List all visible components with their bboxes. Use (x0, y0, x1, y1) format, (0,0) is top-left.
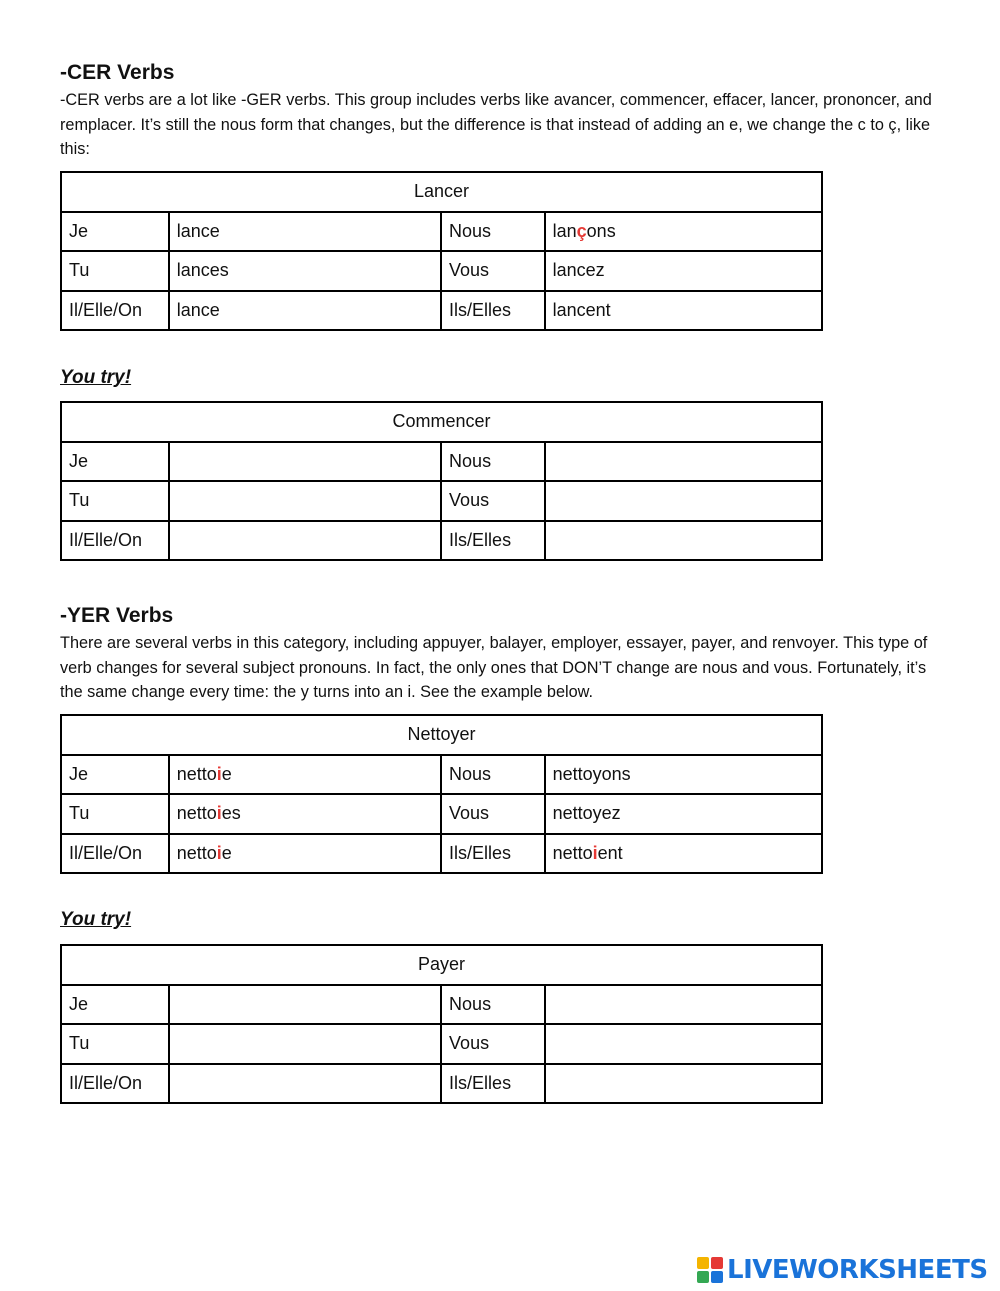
pronoun-cell: Tu (61, 1024, 169, 1064)
answer-field-il[interactable] (169, 1064, 441, 1104)
table-title: Commencer (61, 402, 822, 442)
table-header-row (61, 172, 822, 212)
pronoun-cell: Ils/Elles (441, 1064, 545, 1104)
lancer-table (60, 171, 823, 331)
pronoun-cell: Je (61, 985, 169, 1025)
answer-field-je[interactable] (169, 985, 441, 1025)
table-row (61, 291, 822, 331)
answer-field-tu[interactable] (169, 481, 441, 521)
table-title: Nettoyer (61, 715, 822, 755)
table-title: Lancer (61, 172, 822, 212)
pronoun-cell: Il/Elle/On (61, 521, 169, 561)
pronoun-cell: Il/Elle/On (61, 1064, 169, 1104)
verb-form-cell: lançons (545, 212, 822, 252)
pronoun-cell: Il/Elle/On (61, 834, 169, 874)
answer-field-vous[interactable] (545, 1024, 822, 1064)
pronoun-cell: Il/Elle/On (61, 291, 169, 331)
pronoun-cell: Ils/Elles (441, 291, 545, 331)
table-row (61, 794, 822, 834)
answer-field-nous[interactable] (545, 442, 822, 482)
commencer-table (60, 401, 823, 561)
highlighted-letter: i (216, 842, 222, 863)
answer-field-nous[interactable] (545, 985, 822, 1025)
verb-form-cell: lancez (545, 251, 822, 291)
verb-form-cell: nettoie (169, 755, 441, 795)
pronoun-cell: Ils/Elles (441, 521, 545, 561)
table-row (61, 521, 822, 561)
table-row (61, 442, 822, 482)
pronoun-cell: Je (61, 442, 169, 482)
table-row (61, 1064, 822, 1104)
yer-paragraph: There are several verbs in this category, including appuyer, balayer, employer, essayer, payer, and renvoyer. This type of verb changes for several subject pronouns. In fact, the only ones that DON’T change are nous and vous. Fortunately, it’s the same change every time: the y turns into an i. See the example below. (60, 634, 928, 701)
cer-paragraph: -CER verbs are a lot like -GER verbs. This group includes verbs like avancer, commencer, effacer, lancer, prononcer, and remplacer. It’s still the nous form that changes, but the difference is that instead of adding an e, we change the c to ç, like this: (60, 91, 932, 158)
cer-section (60, 60, 940, 162)
logo-blocks-icon (697, 1257, 723, 1283)
verb-form-cell: nettoyons (545, 755, 822, 795)
answer-field-je[interactable] (169, 442, 441, 482)
table-row (61, 251, 822, 291)
pronoun-cell: Ils/Elles (441, 834, 545, 874)
you-try-label: You try! (60, 909, 132, 930)
cer-heading: -CER Verbs (60, 61, 175, 84)
answer-field-vous[interactable] (545, 481, 822, 521)
verb-form-cell: nettoient (545, 834, 822, 874)
highlighted-letter: i (216, 803, 222, 824)
verb-form-cell: nettoies (169, 794, 441, 834)
pronoun-cell: Vous (441, 794, 545, 834)
table-row (61, 212, 822, 252)
pronoun-cell: Nous (441, 212, 545, 252)
pronoun-cell: Nous (441, 985, 545, 1025)
table-row (61, 481, 822, 521)
pronoun-cell: Je (61, 755, 169, 795)
answer-field-il[interactable] (169, 521, 441, 561)
answer-field-tu[interactable] (169, 1024, 441, 1064)
pronoun-cell: Vous (441, 1024, 545, 1064)
verb-form-cell: lance (169, 212, 441, 252)
table-title: Payer (61, 945, 822, 985)
highlighted-letter: i (592, 842, 598, 863)
verb-form-cell: nettoyez (545, 794, 822, 834)
pronoun-cell: Je (61, 212, 169, 252)
verb-form-cell: nettoie (169, 834, 441, 874)
liveworksheets-logo (697, 1255, 988, 1285)
pronoun-cell: Tu (61, 481, 169, 521)
you-try-label: You try! (60, 367, 132, 388)
verb-form-cell: lancent (545, 291, 822, 331)
verb-form-cell: lance (169, 291, 441, 331)
table-header-row (61, 945, 822, 985)
pronoun-cell: Tu (61, 794, 169, 834)
pronoun-cell: Tu (61, 251, 169, 291)
table-header-row (61, 715, 822, 755)
highlighted-letter: ç (576, 220, 587, 241)
verb-form-cell: lances (169, 251, 441, 291)
table-header-row (61, 402, 822, 442)
payer-table (60, 944, 823, 1104)
yer-heading: -YER Verbs (60, 604, 174, 627)
answer-field-ils[interactable] (545, 521, 822, 561)
table-row (61, 834, 822, 874)
table-row (61, 1024, 822, 1064)
pronoun-cell: Nous (441, 755, 545, 795)
pronoun-cell: Vous (441, 481, 545, 521)
pronoun-cell: Nous (441, 442, 545, 482)
yer-section (60, 603, 940, 705)
table-row (61, 985, 822, 1025)
logo-text: LIVEWORKSHEETS (727, 1255, 988, 1285)
highlighted-letter: i (216, 763, 222, 784)
answer-field-ils[interactable] (545, 1064, 822, 1104)
pronoun-cell: Vous (441, 251, 545, 291)
table-row (61, 755, 822, 795)
nettoyer-table (60, 714, 823, 874)
